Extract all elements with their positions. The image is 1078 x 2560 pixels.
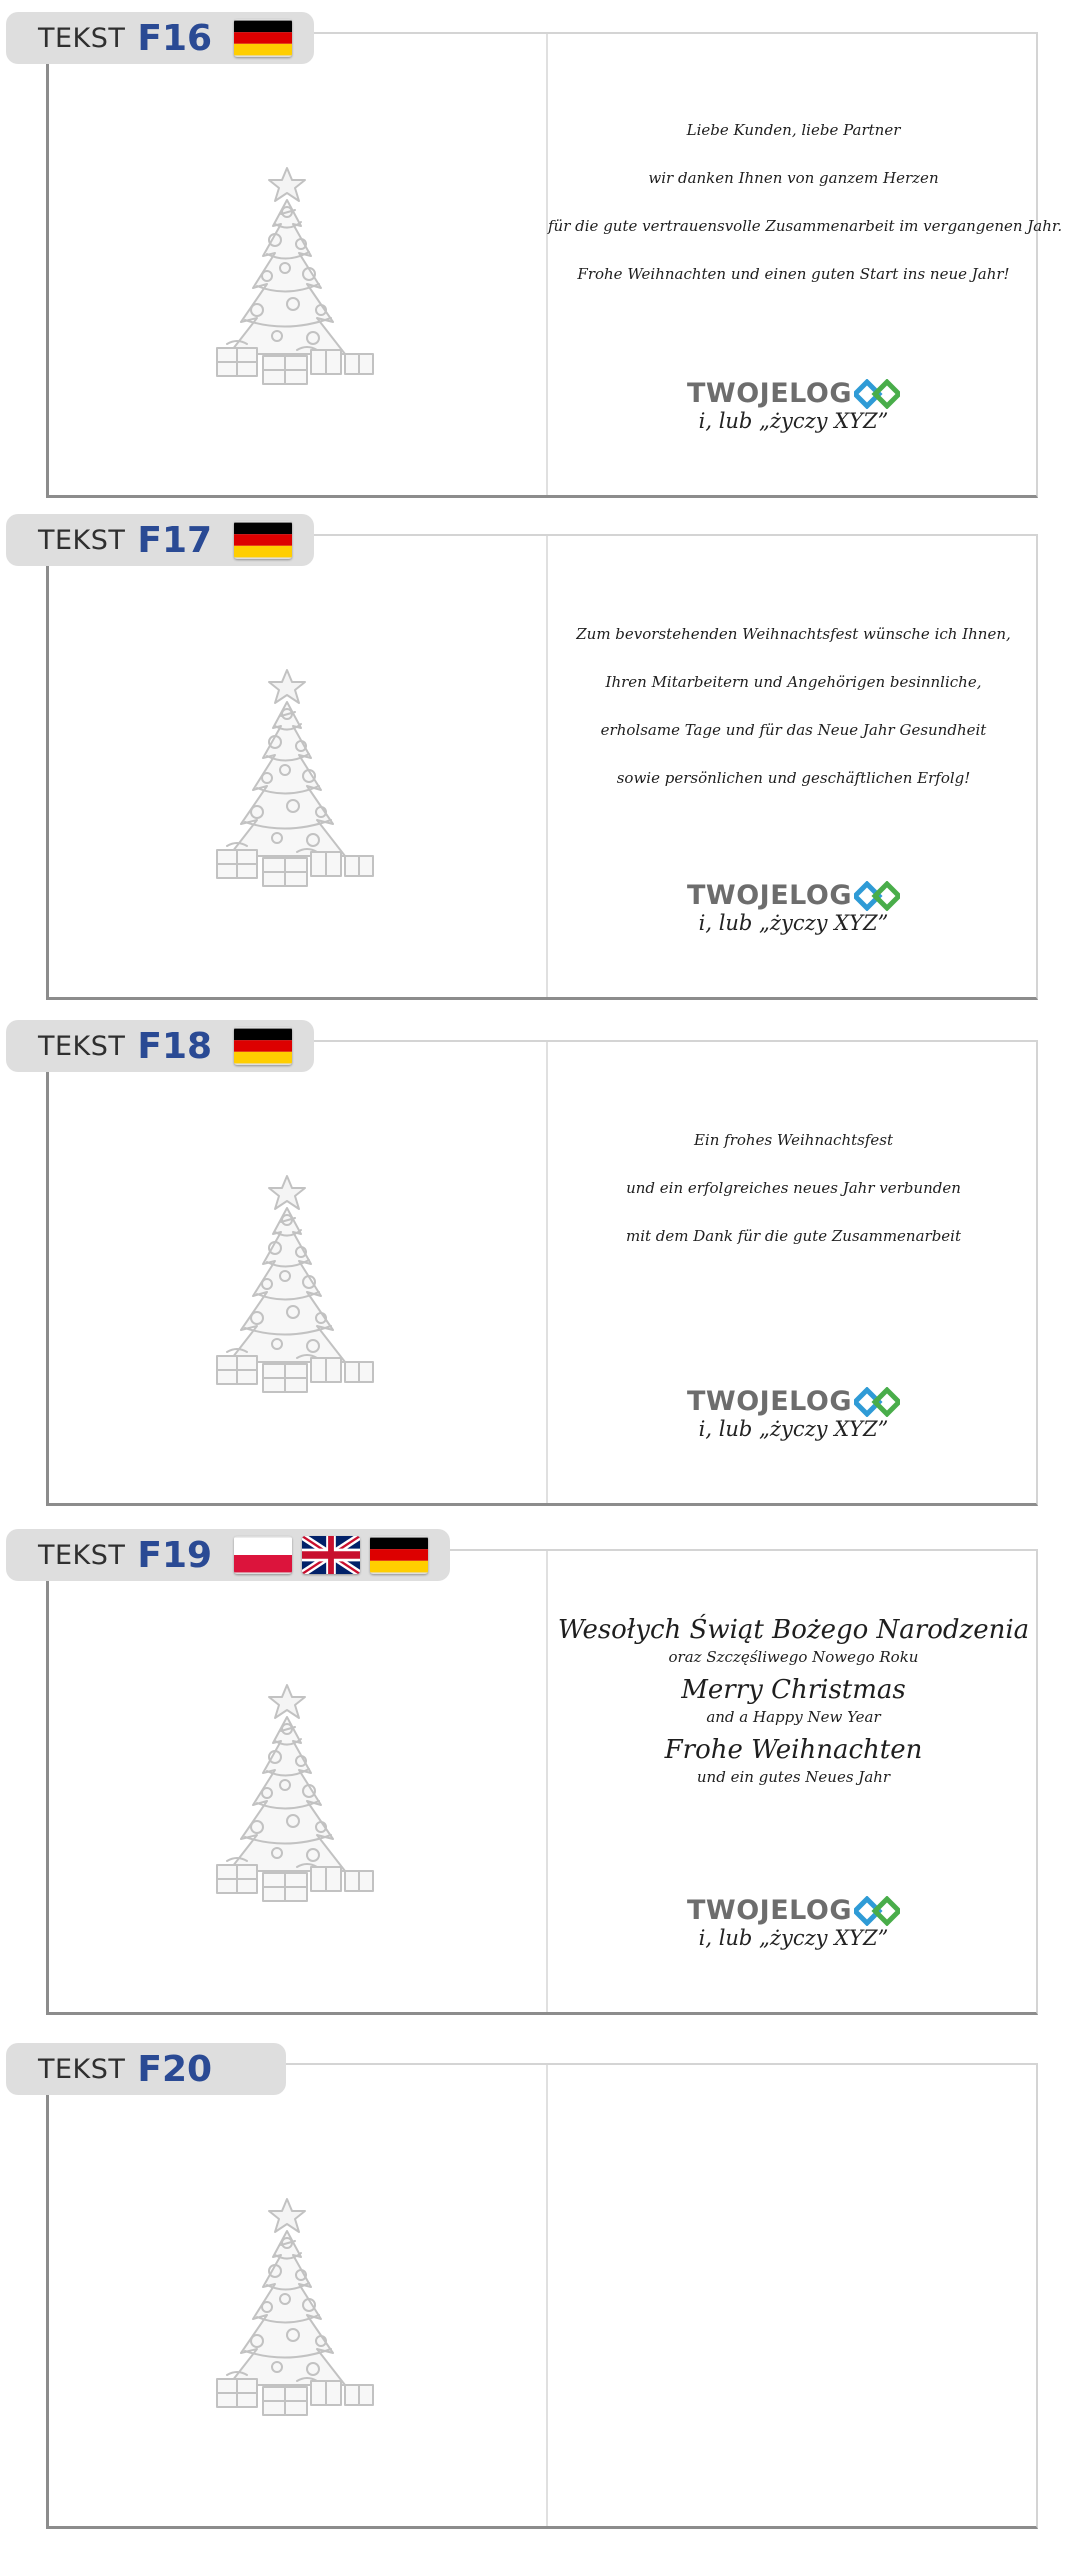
- company-logo: [548, 1895, 1039, 1950]
- greeting-card: [46, 2063, 1038, 2529]
- greeting-text: [548, 1116, 1039, 1260]
- logo-text: TWOJELOG: [687, 880, 852, 911]
- greeting-text: [548, 106, 1063, 298]
- company-logo: [548, 1386, 1039, 1441]
- greeting-card: [46, 32, 1063, 498]
- poland-flag-icon: [234, 1536, 292, 1574]
- logo-text: TWOJELOG: [687, 378, 852, 409]
- card-fold-line: [546, 2065, 548, 2526]
- tab-label: TEKST: [38, 524, 126, 556]
- tab-label: TEKST: [38, 1030, 126, 1062]
- tab-f19: [6, 1529, 450, 1581]
- logo-tagline: i, lub „życzy XYZ”: [698, 1926, 889, 1950]
- christmas-tree-icon: [197, 1172, 377, 1394]
- text-line: Ihren Mitarbeitern und Angehörigen besinnliche,: [605, 673, 982, 691]
- tab-code: F19: [137, 1534, 213, 1576]
- text-line: Ein frohes Weihnachtsfest: [693, 1131, 893, 1149]
- logo-tagline: i, lub „życzy XYZ”: [698, 409, 889, 433]
- text-line: mit dem Dank für die gute Zusammenarbeit: [625, 1227, 962, 1245]
- section-f16: [0, 12, 1078, 512]
- tab-code: F16: [137, 17, 213, 59]
- greeting-english-sub: and a Happy New Year: [706, 1708, 881, 1726]
- greeting-english: Merry Christmas: [681, 1675, 906, 1705]
- christmas-tree-icon: [197, 2195, 377, 2417]
- section-f19: [0, 1529, 1078, 2029]
- greeting-german-sub: und ein gutes Neues Jahr: [696, 1768, 891, 1786]
- greeting-card: [46, 534, 1038, 1000]
- company-logo: [548, 378, 1039, 433]
- text-line: sowie persönlichen und geschäftlichen Erfolg!: [616, 769, 971, 787]
- tab-f18: [6, 1020, 314, 1072]
- tab-label: TEKST: [38, 2053, 126, 2085]
- tab-label: TEKST: [38, 1539, 126, 1571]
- greeting-text: [548, 1613, 1039, 1787]
- greeting-card: [46, 1549, 1038, 2015]
- logo-text: TWOJELOG: [687, 1895, 852, 1926]
- uk-flag-icon: [302, 1536, 360, 1574]
- text-line: wir danken Ihnen von ganzem Herzen: [648, 169, 939, 187]
- greeting-polish: Wesołych Świąt Bożego Narodzenia: [557, 1615, 1030, 1645]
- germany-flag-icon: [234, 1027, 292, 1065]
- germany-flag-icon: [370, 1536, 428, 1574]
- company-logo: [548, 880, 1039, 935]
- text-line: erholsame Tage und für das Neue Jahr Gesundheit: [600, 721, 987, 739]
- logo-tagline: i, lub „życzy XYZ”: [698, 1417, 889, 1441]
- logo-text: TWOJELOG: [687, 1386, 852, 1417]
- section-f20: [0, 2043, 1078, 2543]
- text-line: und ein erfolgreiches neues Jahr verbunden: [626, 1179, 961, 1197]
- tab-f20: [6, 2043, 286, 2095]
- tab-f16: [6, 12, 314, 64]
- tab-code: F20: [137, 2048, 213, 2090]
- section-f17: [0, 514, 1078, 1014]
- logo-mark-icon: [854, 1387, 900, 1417]
- tab-f17: [6, 514, 314, 566]
- tab-code: F18: [137, 1025, 213, 1067]
- text-line: Frohe Weihnachten und einen guten Start ins neue Jahr!: [577, 265, 1010, 283]
- logo-mark-icon: [854, 881, 900, 911]
- christmas-tree-icon: [197, 1681, 377, 1903]
- christmas-tree-icon: [197, 666, 377, 888]
- logo-mark-icon: [854, 379, 900, 409]
- greeting-card: [46, 1040, 1038, 1506]
- germany-flag-icon: [234, 521, 292, 559]
- greeting-text: [548, 610, 1039, 802]
- tab-label: TEKST: [38, 22, 126, 54]
- christmas-tree-icon: [197, 164, 377, 386]
- tab-code: F17: [137, 519, 213, 561]
- text-line: Liebe Kunden, liebe Partner: [686, 121, 901, 139]
- greeting-polish-sub: oraz Szczęśliwego Nowego Roku: [668, 1648, 919, 1666]
- section-f18: [0, 1020, 1078, 1520]
- text-line: für die gute vertrauensvolle Zusammenarbeit im vergangenen Jahr.: [548, 217, 1063, 235]
- logo-tagline: i, lub „życzy XYZ”: [698, 911, 889, 935]
- germany-flag-icon: [234, 19, 292, 57]
- logo-mark-icon: [854, 1896, 900, 1926]
- greeting-german: Frohe Weihnachten: [664, 1735, 923, 1765]
- text-line: Zum bevorstehenden Weihnachtsfest wünsche ich Ihnen,: [576, 625, 1011, 643]
